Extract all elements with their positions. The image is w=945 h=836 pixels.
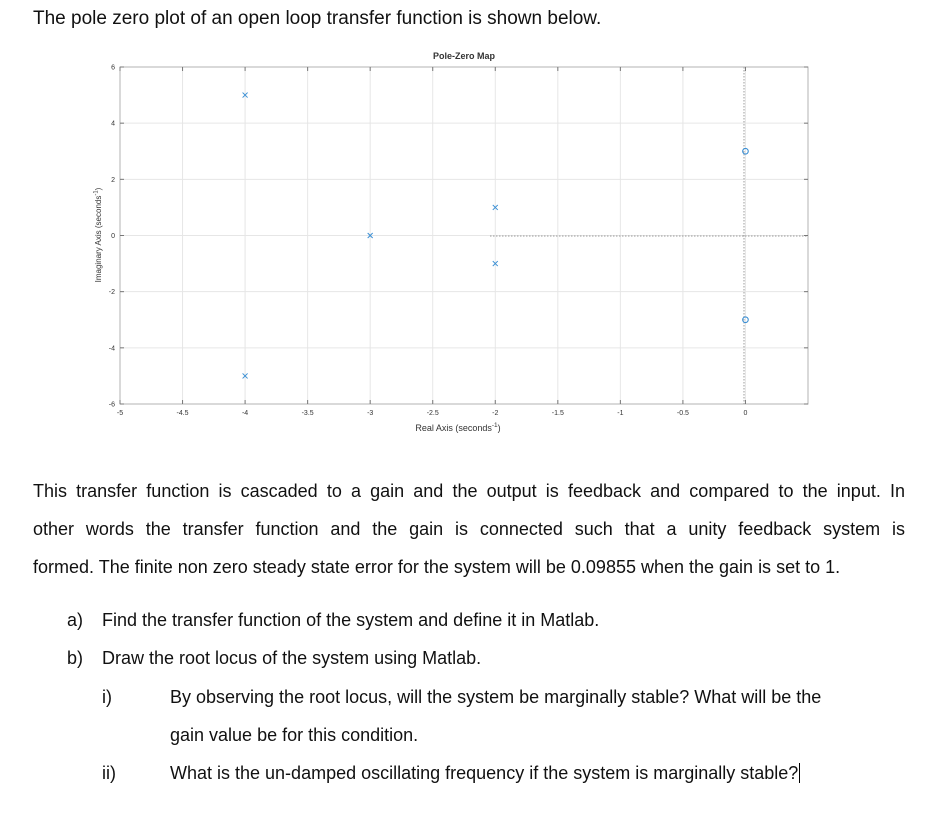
- y-tick-label: 0: [111, 233, 115, 240]
- y-tick-label: 2: [111, 176, 115, 184]
- question-a-text: Find the transfer function of the system and define it in Matlab.: [102, 610, 600, 630]
- x-tick-label: -3: [367, 410, 374, 417]
- question-b-label: b): [67, 648, 84, 668]
- x-axis-label-sup: -1: [491, 422, 498, 429]
- question-ii-text: What is the un-damped oscillating frequency if the system is marginally stable?: [170, 763, 799, 783]
- tick-layer: [109, 65, 808, 418]
- chart-title: Pole-Zero Map: [432, 51, 496, 61]
- y-tick-label: -2: [108, 289, 115, 297]
- x-tick-label: -1: [617, 410, 624, 417]
- y-tick-label: 4: [111, 120, 115, 128]
- x-tick-label: -1.5: [551, 410, 564, 417]
- question-i-label: i): [102, 687, 112, 707]
- x-tick-label: -4: [241, 410, 249, 417]
- y-tick-label: -4: [108, 345, 115, 353]
- x-tick-label: -2: [492, 410, 499, 417]
- question-i-line-1: By observing the root locus, will the system be marginally stable? What will be the: [170, 687, 822, 707]
- paragraph-line-3: formed. The finite non zero steady state error for the system will be 0.09855 when the gain is set to 1.: [33, 557, 841, 577]
- x-axis-label: Real Axis (seconds$^{-1}$): [415, 422, 501, 433]
- x-tick-label: -2.5: [426, 410, 439, 417]
- question-b-text: Draw the root locus of the system using Matlab.: [102, 648, 482, 668]
- x-tick-label: 0: [743, 410, 748, 417]
- x-tick-label: -4.5: [176, 410, 189, 417]
- question-i-line-2: gain value be for this condition.: [170, 725, 419, 745]
- question-a-label: a): [67, 610, 84, 630]
- y-tick-label: 6: [111, 64, 115, 72]
- grid-layer: [120, 67, 808, 404]
- x-axis-label-text: Real Axis (seconds: [415, 423, 492, 433]
- y-axis-label-text: Imaginary Axis (seconds: [94, 195, 103, 283]
- paragraph-line-1: This transfer function is cascaded to a gain and the output is feedback and compared to the input. In: [33, 481, 905, 501]
- question-ii-line: [170, 763, 800, 784]
- y-axis-label-sup: -1: [93, 190, 100, 196]
- paragraph-line-2: other words the transfer function and the gain is connected such that a unity feedback system is: [33, 519, 905, 539]
- y-axis-label: Imaginary Axis (seconds$^{-1}$): [93, 187, 103, 283]
- x-tick-label: -3.5: [301, 410, 314, 417]
- question-ii-label: ii): [102, 763, 116, 783]
- x-tick-label: -0.5: [676, 410, 689, 417]
- x-tick-label: -5: [116, 410, 124, 417]
- intro-heading: The pole zero plot of an open loop transfer function is shown below.: [33, 8, 602, 29]
- text-cursor: [799, 763, 800, 783]
- y-tick-label: -6: [108, 401, 115, 409]
